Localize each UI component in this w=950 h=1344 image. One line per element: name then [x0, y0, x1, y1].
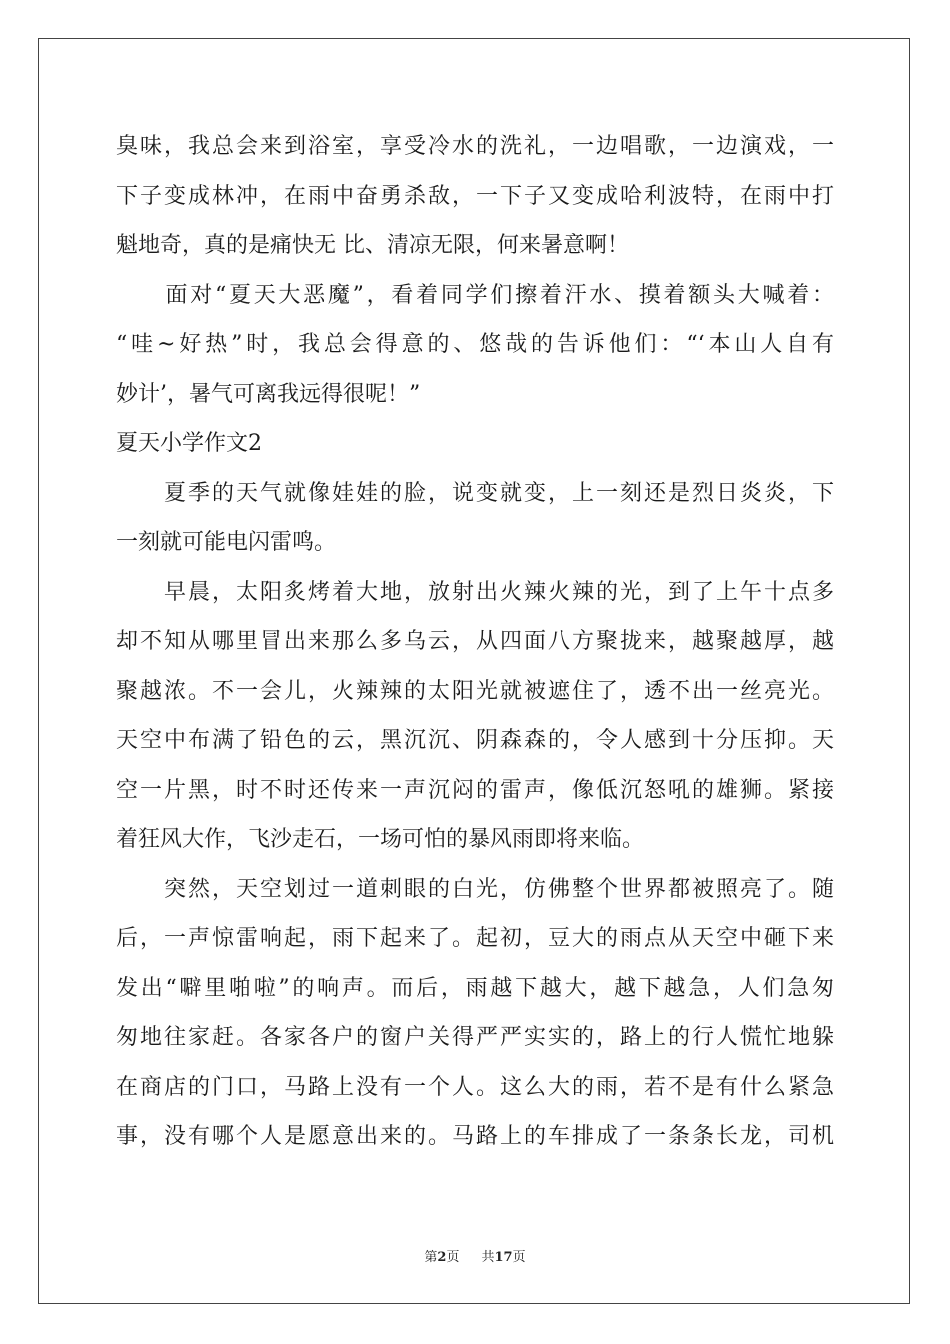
page-number-suffix: 页: [446, 1250, 460, 1265]
text-line: 却不知从哪里冒出来那么多乌云，从四面八方聚拢来，越聚越厚，越: [116, 629, 834, 654]
total-pages-prefix: 共: [481, 1250, 495, 1265]
text-line: 聚越浓。不一会儿，火辣辣的太阳光就被遮住了，透不出一丝亮光。: [116, 678, 834, 704]
text-line: 着狂风大作，飞沙走石，一场可怕的暴风雨即将来临。: [116, 827, 645, 852]
text-line: 在商店的门口，马路上没有一个人。这么大的雨，若不是有什么紧急: [116, 1074, 834, 1100]
section-heading: 夏天小学作文2: [116, 431, 262, 456]
text-line: 发出“噼里啪啦”的响声。而后，雨越下越大，越下越急，人们急匆: [116, 975, 834, 1001]
text-line: 匆地往家赶。各家各户的窗户关得严严实实的，路上的行人慌忙地躲: [116, 1025, 834, 1050]
text-line: 魁地奇，真的是痛快无 比、清凉无限，何来暑意啊！: [116, 233, 629, 258]
text-line: 空一片黑，时不时还传来一声沉闷的雷声，像低沉怒吼的雄狮。紧接: [116, 777, 834, 803]
page-footer: [0, 1246, 950, 1265]
text-line: 后，一声惊雷响起，雨下起来了。起初，豆大的雨点从天空中砸下来: [116, 926, 834, 951]
document-body: [116, 122, 834, 1162]
text-line: 突然，天空划过一道刺眼的白光，仿佛整个世界都被照亮了。随: [116, 876, 834, 902]
text-line: 面对“夏天大恶魔”，看着同学们擦着汗水、摸着额头大喊着：: [116, 282, 834, 308]
text-line: 天空中布满了铅色的云，黑沉沉、阴森森的，令人感到十分压抑。天: [116, 728, 834, 753]
text-line: 一刻就可能电闪雷鸣。: [116, 530, 337, 555]
text-line: 夏季的天气就像娃娃的脸，说变就变，上一刻还是烈日炎炎，下: [116, 480, 834, 506]
text-line: 早晨，太阳炙烤着大地，放射出火辣火辣的光，到了上午十点多: [116, 579, 834, 605]
total-pages-number: 17: [494, 1250, 513, 1265]
text-line: 下子变成林冲，在雨中奋勇杀敌，一下子又变成哈利波特，在雨中打: [116, 183, 834, 209]
text-line: 臭味，我总会来到浴室，享受冷水的洗礼，一边唱歌，一边演戏，一: [116, 134, 834, 159]
current-page-number: 2: [437, 1250, 447, 1265]
text-line: “哇~好热”时，我总会得意的、悠哉的告诉他们：“‘本山人自有: [116, 332, 834, 357]
total-pages-suffix: 页: [512, 1250, 526, 1265]
page-number-prefix: 第: [424, 1250, 438, 1265]
text-line: 妙计’，暑气可离我远得很呢！”: [116, 381, 421, 407]
text-line: 事，没有哪个人是愿意出来的。马路上的车排成了一条条长龙，司机: [116, 1124, 834, 1149]
